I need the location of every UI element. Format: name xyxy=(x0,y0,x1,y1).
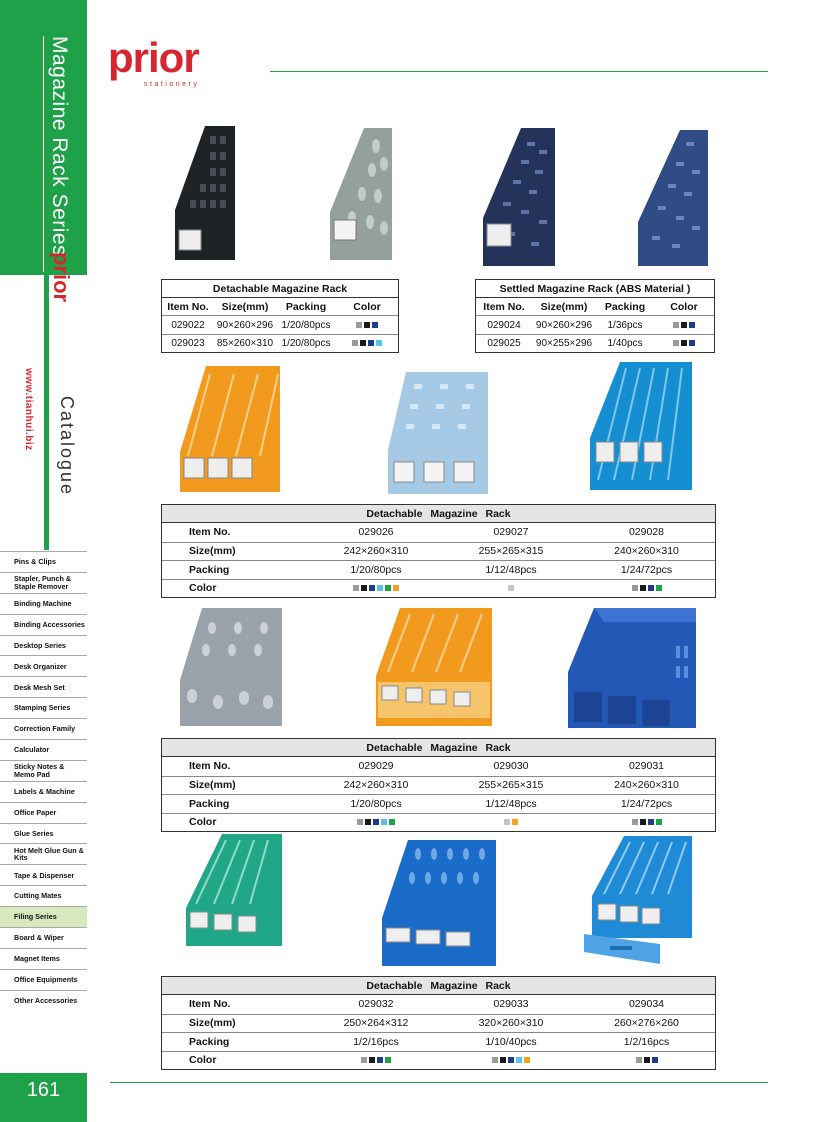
row-packing xyxy=(162,794,715,813)
table-row xyxy=(476,334,714,352)
menu-item-office-equipments[interactable]: Office Equipments xyxy=(0,969,87,990)
row-size xyxy=(162,542,715,561)
menu-item-sticky-notes-memo-pad[interactable]: Sticky Notes & Memo Pad xyxy=(0,760,87,781)
size: 255×265×315 xyxy=(478,779,544,792)
row-label: Size(mm) xyxy=(189,1017,236,1030)
item-no: 029028 xyxy=(628,526,665,539)
swatch-black xyxy=(369,1057,375,1063)
menu-item-magnet-items[interactable]: Magnet Items xyxy=(0,948,87,969)
svg-text:prior: prior xyxy=(108,34,199,81)
rack-029033-image xyxy=(378,838,500,968)
table-title: Detachable Magazine Rack xyxy=(162,977,715,995)
menu-item-stapler-punch-staple-remover[interactable]: Stapler, Punch & Staple Remover xyxy=(0,572,87,593)
swatch-navy xyxy=(689,340,695,346)
menu-item-binding-accessories[interactable]: Binding Accessories xyxy=(0,614,87,635)
table-title: Detachable Magazine Rack xyxy=(162,739,715,757)
menu-item-labels-machine[interactable]: Labels & Machine xyxy=(0,781,87,802)
swatch-navy xyxy=(648,819,654,825)
rack-029024-image xyxy=(477,126,561,268)
item-no: 029030 xyxy=(493,760,529,773)
header-size: Size(mm) xyxy=(540,300,588,313)
row-label: Packing xyxy=(189,1035,230,1048)
rack-029032-image xyxy=(182,832,286,948)
row-size xyxy=(162,776,715,795)
table-row xyxy=(476,316,714,334)
swatch-grey xyxy=(632,819,638,825)
swatch-cyan xyxy=(377,585,383,591)
color-swatches xyxy=(336,338,398,349)
category-menu xyxy=(0,551,87,1011)
packing: 1/2/16pcs xyxy=(353,1035,399,1048)
item-no: 029034 xyxy=(628,998,665,1011)
color-swatches xyxy=(654,320,714,331)
size: 240×260×310 xyxy=(614,779,679,792)
swatch-cyan xyxy=(376,340,382,346)
item-no: 029033 xyxy=(493,998,529,1011)
menu-item-desk-organizer[interactable]: Desk Organizer xyxy=(0,655,87,676)
table-header xyxy=(476,298,714,316)
row-packing xyxy=(162,1032,715,1051)
size: 260×276×260 xyxy=(614,1017,679,1030)
packing: 1/36pcs xyxy=(607,319,643,331)
menu-item-correction-family[interactable]: Correction Family xyxy=(0,718,87,739)
swatch-green xyxy=(385,585,391,591)
item-no: 029025 xyxy=(487,338,521,349)
size: 90×255×296 xyxy=(535,338,593,349)
size: 90×260×296 xyxy=(216,319,274,331)
item-no: 029023 xyxy=(171,338,205,349)
menu-item-desk-mesh-set[interactable]: Desk Mesh Set xyxy=(0,676,87,697)
row-label: Size(mm) xyxy=(189,545,236,558)
header-packing: Packing xyxy=(285,300,327,313)
packing: 1/40pcs xyxy=(607,338,643,349)
row-label: Color xyxy=(189,816,217,829)
swatch-black xyxy=(361,585,367,591)
swatch-black xyxy=(640,819,646,825)
swatch-grey xyxy=(352,340,358,346)
item-no: 029022 xyxy=(171,319,205,331)
swatch-green xyxy=(656,585,662,591)
row-label: Packing xyxy=(189,797,230,810)
color-swatches xyxy=(654,338,714,349)
packing: 1/20/80pcs xyxy=(281,338,331,349)
swatch-orange xyxy=(524,1057,530,1063)
swatch-cyan xyxy=(381,819,387,825)
swatch-green xyxy=(389,819,395,825)
swatch-navy xyxy=(652,1057,658,1063)
table-detachable-029032-029034 xyxy=(161,976,716,1070)
header-size: Size(mm) xyxy=(221,300,269,313)
item-no: 029029 xyxy=(358,760,394,773)
header-item: Item No. xyxy=(483,300,525,313)
svg-text:prior: prior xyxy=(49,252,74,303)
swatch-black xyxy=(644,1057,650,1063)
row-label: Size(mm) xyxy=(189,779,236,792)
row-label: Packing xyxy=(189,563,230,576)
packing: 1/20/80pcs xyxy=(281,319,331,331)
swatch-black xyxy=(640,585,646,591)
swatch-black xyxy=(365,819,371,825)
row-color xyxy=(162,813,715,832)
item-no: 029024 xyxy=(487,319,521,331)
swatch-navy xyxy=(377,1057,383,1063)
packing: 1/20/80pcs xyxy=(350,797,402,810)
swatch-lightgrey xyxy=(508,585,514,591)
color-swatches xyxy=(444,582,578,594)
header-color: Color xyxy=(353,300,381,313)
row-size xyxy=(162,1014,715,1033)
page-number: 161 xyxy=(26,1079,61,1101)
size: 255×265×315 xyxy=(478,545,544,558)
swatch-black xyxy=(500,1057,506,1063)
table-detachable-single xyxy=(161,279,399,353)
row-color xyxy=(162,1051,715,1070)
size: 242×260×310 xyxy=(343,545,409,558)
table-settled-abs xyxy=(475,279,715,353)
series-title: Magazine Rack Series xyxy=(48,36,71,257)
swatch-grey xyxy=(357,819,363,825)
swatch-navy xyxy=(372,322,378,328)
swatch-grey xyxy=(673,322,679,328)
table-detachable-029026-029028 xyxy=(161,504,716,598)
brand-logo xyxy=(108,36,250,92)
row-label: Color xyxy=(189,1054,217,1067)
rack-029031-image xyxy=(564,606,700,730)
rack-029034-image xyxy=(580,834,696,968)
menu-item-cutting-mates[interactable]: Cutting Mates xyxy=(0,885,87,906)
header-item: Item No. xyxy=(167,300,209,313)
menu-item-binding-machine[interactable]: Binding Machine xyxy=(0,593,87,614)
packing: 1/12/48pcs xyxy=(485,563,537,576)
swatch-grey xyxy=(632,585,638,591)
rack-029022-image xyxy=(165,122,245,262)
size: 90×260×296 xyxy=(535,319,593,331)
size: 320×260×310 xyxy=(478,1017,544,1030)
side-brand-logo xyxy=(49,252,80,384)
row-label: Color xyxy=(189,582,217,595)
item-no: 029031 xyxy=(628,760,665,773)
item-no: 029032 xyxy=(358,998,394,1011)
menu-item-glue-series[interactable]: Glue Series xyxy=(0,823,87,844)
swatch-green xyxy=(656,819,662,825)
swatch-grey xyxy=(636,1057,642,1063)
row-label: Item No. xyxy=(189,760,231,773)
color-swatches xyxy=(578,1054,715,1066)
rack-029025-image xyxy=(632,128,712,268)
table-title: Settled Magazine Rack (ABS Material ) xyxy=(476,280,714,298)
color-swatches xyxy=(308,816,444,828)
header-color: Color xyxy=(670,300,698,313)
menu-item-stamping-series[interactable]: Stamping Series xyxy=(0,697,87,718)
menu-item-office-paper[interactable]: Office Paper xyxy=(0,802,87,823)
size: 242×260×310 xyxy=(343,779,409,792)
packing: 1/24/72pcs xyxy=(620,797,673,810)
side-stripe xyxy=(44,275,49,550)
menu-item-calculator[interactable]: Calculator xyxy=(0,739,87,760)
size: 85×260×310 xyxy=(216,338,274,349)
size: 250×264×312 xyxy=(343,1017,409,1030)
swatch-black xyxy=(681,322,687,328)
table-title: Detachable Magazine Rack xyxy=(162,505,715,523)
swatch-grey xyxy=(492,1057,498,1063)
swatch-lightgrey xyxy=(504,819,510,825)
swatch-grey xyxy=(361,1057,367,1063)
table-row xyxy=(162,334,398,352)
menu-item-filing-series[interactable]: Filing Series xyxy=(0,906,87,927)
side-divider xyxy=(43,36,44,272)
website-url[interactable]: www.tianhui.biz xyxy=(23,368,34,451)
color-swatches xyxy=(444,1054,578,1066)
item-no: 029026 xyxy=(358,526,394,539)
svg-text:stationery: stationery xyxy=(144,81,200,88)
row-color xyxy=(162,579,715,598)
swatch-orange xyxy=(393,585,399,591)
rack-029023-image xyxy=(324,124,404,264)
swatch-cyan xyxy=(516,1057,522,1063)
color-swatches xyxy=(308,582,444,594)
swatch-navy xyxy=(373,819,379,825)
row-item-no xyxy=(162,523,715,542)
row-label: Item No. xyxy=(189,526,231,539)
swatch-black xyxy=(681,340,687,346)
menu-item-board-wiper[interactable]: Board & Wiper xyxy=(0,927,87,948)
rack-029030-image xyxy=(372,606,496,728)
swatch-navy xyxy=(369,585,375,591)
menu-item-tape-dispenser[interactable]: Tape & Dispenser xyxy=(0,864,87,885)
swatch-grey xyxy=(356,322,362,328)
catalogue-label: Catalogue xyxy=(57,396,77,497)
swatch-navy xyxy=(368,340,374,346)
table-detachable-029029-029031 xyxy=(161,738,716,832)
swatch-black xyxy=(364,322,370,328)
color-swatches xyxy=(578,816,715,828)
size: 240×260×310 xyxy=(614,545,679,558)
packing: 1/2/16pcs xyxy=(623,1035,670,1048)
rack-029028-image xyxy=(586,360,696,492)
packing: 1/24/72pcs xyxy=(620,563,673,576)
swatch-grey xyxy=(353,585,359,591)
swatch-black xyxy=(360,340,366,346)
color-swatches xyxy=(336,320,398,331)
header-rule xyxy=(270,71,768,72)
table-title: Detachable Magazine Rack xyxy=(162,280,398,298)
swatch-navy xyxy=(689,322,695,328)
rack-029029-image xyxy=(176,606,286,728)
swatch-orange xyxy=(512,819,518,825)
packing: 1/20/80pcs xyxy=(350,563,402,576)
row-item-no xyxy=(162,995,715,1014)
header-packing: Packing xyxy=(604,300,646,313)
item-no: 029027 xyxy=(493,526,529,539)
footer-rule xyxy=(110,1082,768,1083)
swatch-green xyxy=(385,1057,391,1063)
menu-item-pins-clips[interactable]: Pins & Clips xyxy=(0,551,87,572)
row-packing xyxy=(162,560,715,579)
table-row xyxy=(162,316,398,334)
row-item-no xyxy=(162,757,715,776)
rack-029027-image xyxy=(384,370,494,496)
color-swatches xyxy=(308,1054,444,1066)
menu-item-hot-melt-glue-gun-kits[interactable]: Hot Melt Glue Gun & Kits xyxy=(0,843,87,864)
packing: 1/12/48pcs xyxy=(485,797,537,810)
menu-item-desktop-series[interactable]: Desktop Series xyxy=(0,635,87,656)
table-header xyxy=(162,298,398,316)
swatch-grey xyxy=(673,340,679,346)
row-label: Item No. xyxy=(189,998,231,1011)
packing: 1/10/40pcs xyxy=(485,1035,537,1048)
color-swatches xyxy=(578,582,715,594)
swatch-navy xyxy=(508,1057,514,1063)
rack-029026-image xyxy=(176,364,286,494)
swatch-navy xyxy=(648,585,654,591)
menu-item-other-accessories[interactable]: Other Accessories xyxy=(0,990,87,1011)
color-swatches xyxy=(444,816,578,828)
